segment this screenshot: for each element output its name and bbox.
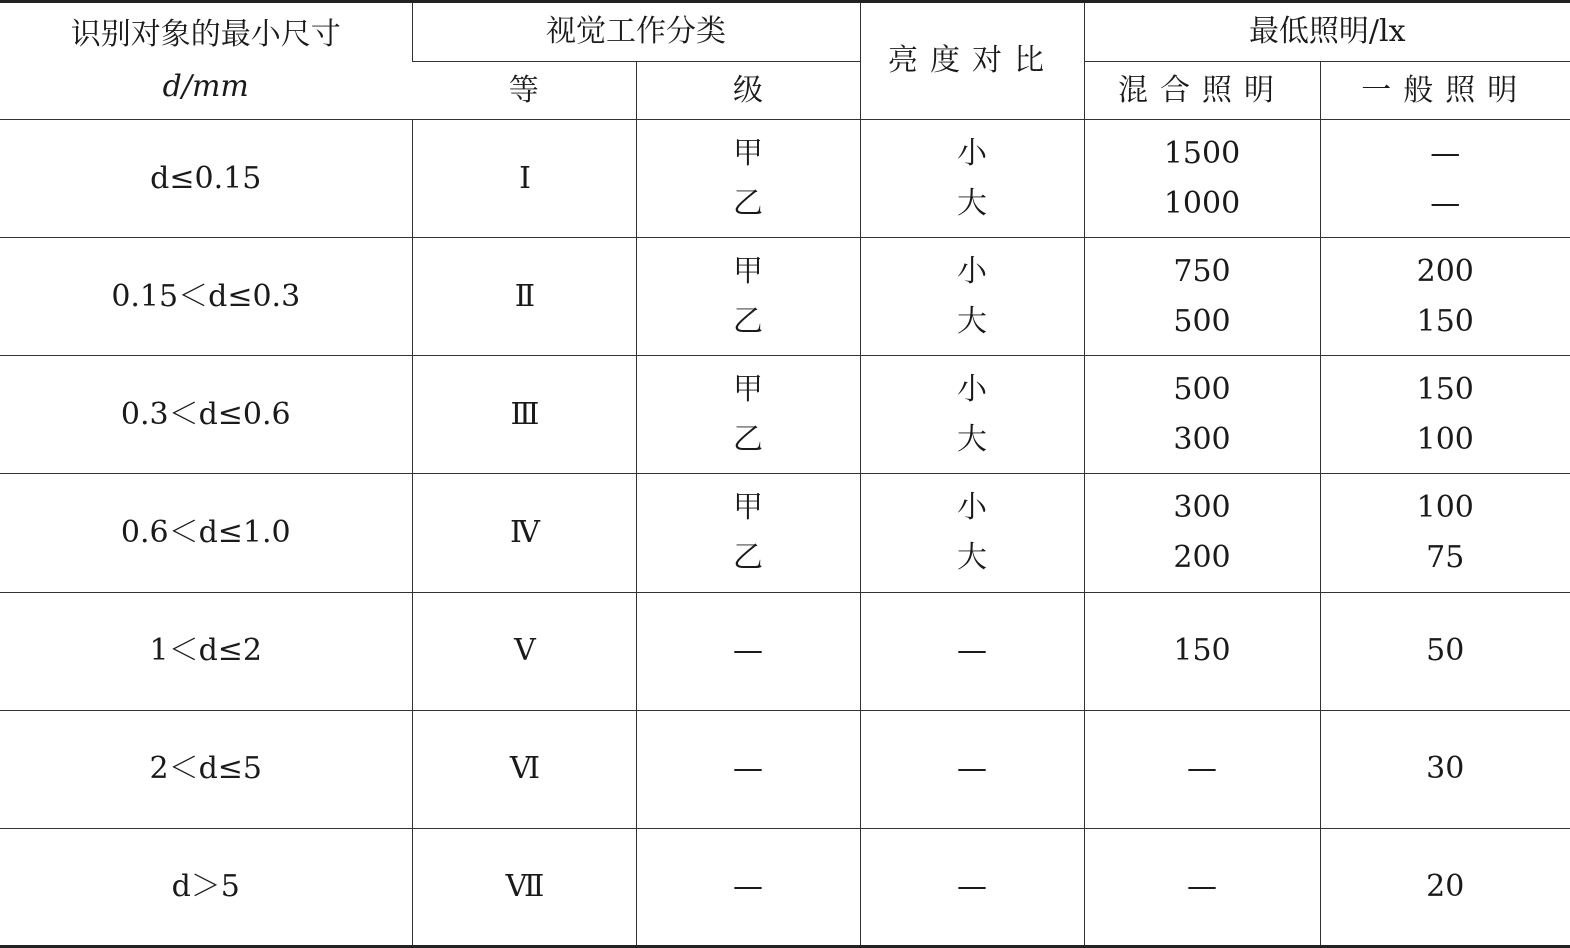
mixed-illum-cell-line: 750 [1173,253,1231,289]
general-illum-cell-line: 50 [1426,633,1465,669]
mixed-illum-cell [1084,474,1320,592]
visual-work-class-header: 视觉工作分类 [412,2,860,62]
brightness-contrast-header: 亮度对比 [860,2,1084,120]
contrast-cell [860,238,1084,356]
grade-cell [412,356,636,474]
general-illum-cell [1320,474,1570,592]
general-illum-header: 一般照明 [1320,62,1570,120]
size-cell-text: d≤0.15 [150,160,262,196]
mixed-illum-cell [1084,710,1320,828]
mixed-illum-cell-line: 500 [1173,303,1231,339]
contrast-cell [860,120,1084,238]
mixed-illum-cell-line: — [1187,868,1217,904]
general-illum-cell-line: 100 [1416,489,1474,525]
grade-cell-text: Ⅲ [510,396,538,432]
grade-cell-text: Ⅵ [509,751,539,787]
grade-cell [412,592,636,710]
table-row [0,828,1570,946]
contrast-cell-line: — [957,751,987,787]
table-body [0,120,1570,947]
grade-cell [412,710,636,828]
grade-cell-text: Ⅶ [505,868,543,904]
contrast-cell-line: 大 [957,185,987,221]
level-cell-line: 乙 [733,421,763,457]
grade-cell-text: Ⅴ [514,633,534,669]
size-cell-text: 0.3＜d≤0.6 [120,396,291,432]
contrast-cell-line: 大 [957,421,987,457]
level-cell [636,828,860,946]
level-cell [636,474,860,592]
contrast-cell-line: 小 [957,489,987,525]
contrast-cell [860,828,1084,946]
level-cell-line: — [733,751,763,787]
level-cell [636,356,860,474]
size-cell-text: d＞5 [171,868,240,904]
contrast-cell [860,710,1084,828]
grade-cell-text: Ⅰ [519,160,529,196]
grade-header: 等 [412,62,636,120]
general-illum-cell-line: — [1430,135,1461,171]
mixed-illum-cell-line: 500 [1173,371,1231,407]
size-cell [0,710,412,828]
mixed-illum-cell-line: — [1187,751,1217,787]
level-cell [636,120,860,238]
contrast-cell-line: — [957,868,987,904]
level-cell [636,238,860,356]
table-row [0,356,1570,474]
level-cell-line: 乙 [733,185,763,221]
table-row [0,238,1570,356]
general-illum-cell [1320,592,1570,710]
mixed-illum-header: 混合照明 [1084,62,1320,120]
size-cell [0,592,412,710]
size-cell [0,120,412,238]
size-header-line2: d/mm [162,69,249,104]
level-cell-line: — [733,633,763,669]
mixed-illum-cell [1084,356,1320,474]
mixed-illum-cell-line: 150 [1173,633,1231,669]
general-illum-cell-line: 100 [1416,421,1474,457]
size-cell [0,238,412,356]
size-cell-text: 0.6＜d≤1.0 [120,514,291,550]
contrast-cell-line: 小 [957,135,987,171]
size-cell-text: 0.15＜d≤0.3 [111,278,301,314]
level-cell-line: 乙 [733,539,763,575]
contrast-cell-line: — [957,633,987,669]
mixed-illum-cell-line: 1000 [1163,185,1241,221]
size-cell [0,828,412,946]
size-cell [0,474,412,592]
mixed-illum-cell [1084,238,1320,356]
level-cell [636,592,860,710]
contrast-cell [860,592,1084,710]
general-illum-cell-line: 20 [1426,868,1465,904]
mixed-illum-cell [1084,828,1320,946]
general-illum-cell [1320,710,1570,828]
level-cell-line: 甲 [733,253,763,289]
grade-cell [412,474,636,592]
general-illum-cell-line: 150 [1416,303,1474,339]
level-header: 级 [636,62,860,120]
table-row [0,120,1570,238]
grade-cell-text: Ⅳ [510,514,538,550]
contrast-cell [860,356,1084,474]
mixed-illum-cell-line: 200 [1173,539,1231,575]
min-illum-header: 最低照明/lx [1084,2,1570,62]
general-illum-cell-line: 200 [1416,253,1474,289]
table-row [0,710,1570,828]
level-cell-line: 乙 [733,303,763,339]
mixed-illum-cell [1084,120,1320,238]
level-cell-line: 甲 [733,371,763,407]
general-illum-cell [1320,356,1570,474]
size-header-line1: 识别对象的最小尺寸 [70,17,341,52]
general-illum-cell-line: 75 [1426,539,1465,575]
size-column-header [0,2,412,120]
contrast-cell [860,474,1084,592]
level-cell-line: 甲 [733,489,763,525]
mixed-illum-cell [1084,592,1320,710]
level-cell-line: — [733,868,763,904]
table-row [0,474,1570,592]
level-cell [636,710,860,828]
contrast-cell-line: 大 [957,539,987,575]
size-cell-text: 2＜d≤5 [149,751,262,787]
general-illum-cell-line: 30 [1426,751,1465,787]
grade-cell-text: Ⅱ [514,278,534,314]
general-illum-cell-line: — [1430,185,1461,221]
grade-cell [412,238,636,356]
grade-cell [412,120,636,238]
size-cell [0,356,412,474]
size-cell-text: 1＜d≤2 [149,633,262,669]
general-illum-cell-line: 150 [1416,371,1474,407]
contrast-cell-line: 小 [957,253,987,289]
contrast-cell-line: 小 [957,371,987,407]
table-row [0,592,1570,710]
mixed-illum-cell-line: 1500 [1163,135,1241,171]
level-cell-line: 甲 [733,135,763,171]
general-illum-cell [1320,238,1570,356]
mixed-illum-cell-line: 300 [1173,421,1231,457]
general-illum-cell [1320,120,1570,238]
general-illum-cell [1320,828,1570,946]
grade-cell [412,828,636,946]
contrast-cell-line: 大 [957,303,987,339]
mixed-illum-cell-line: 300 [1173,489,1231,525]
